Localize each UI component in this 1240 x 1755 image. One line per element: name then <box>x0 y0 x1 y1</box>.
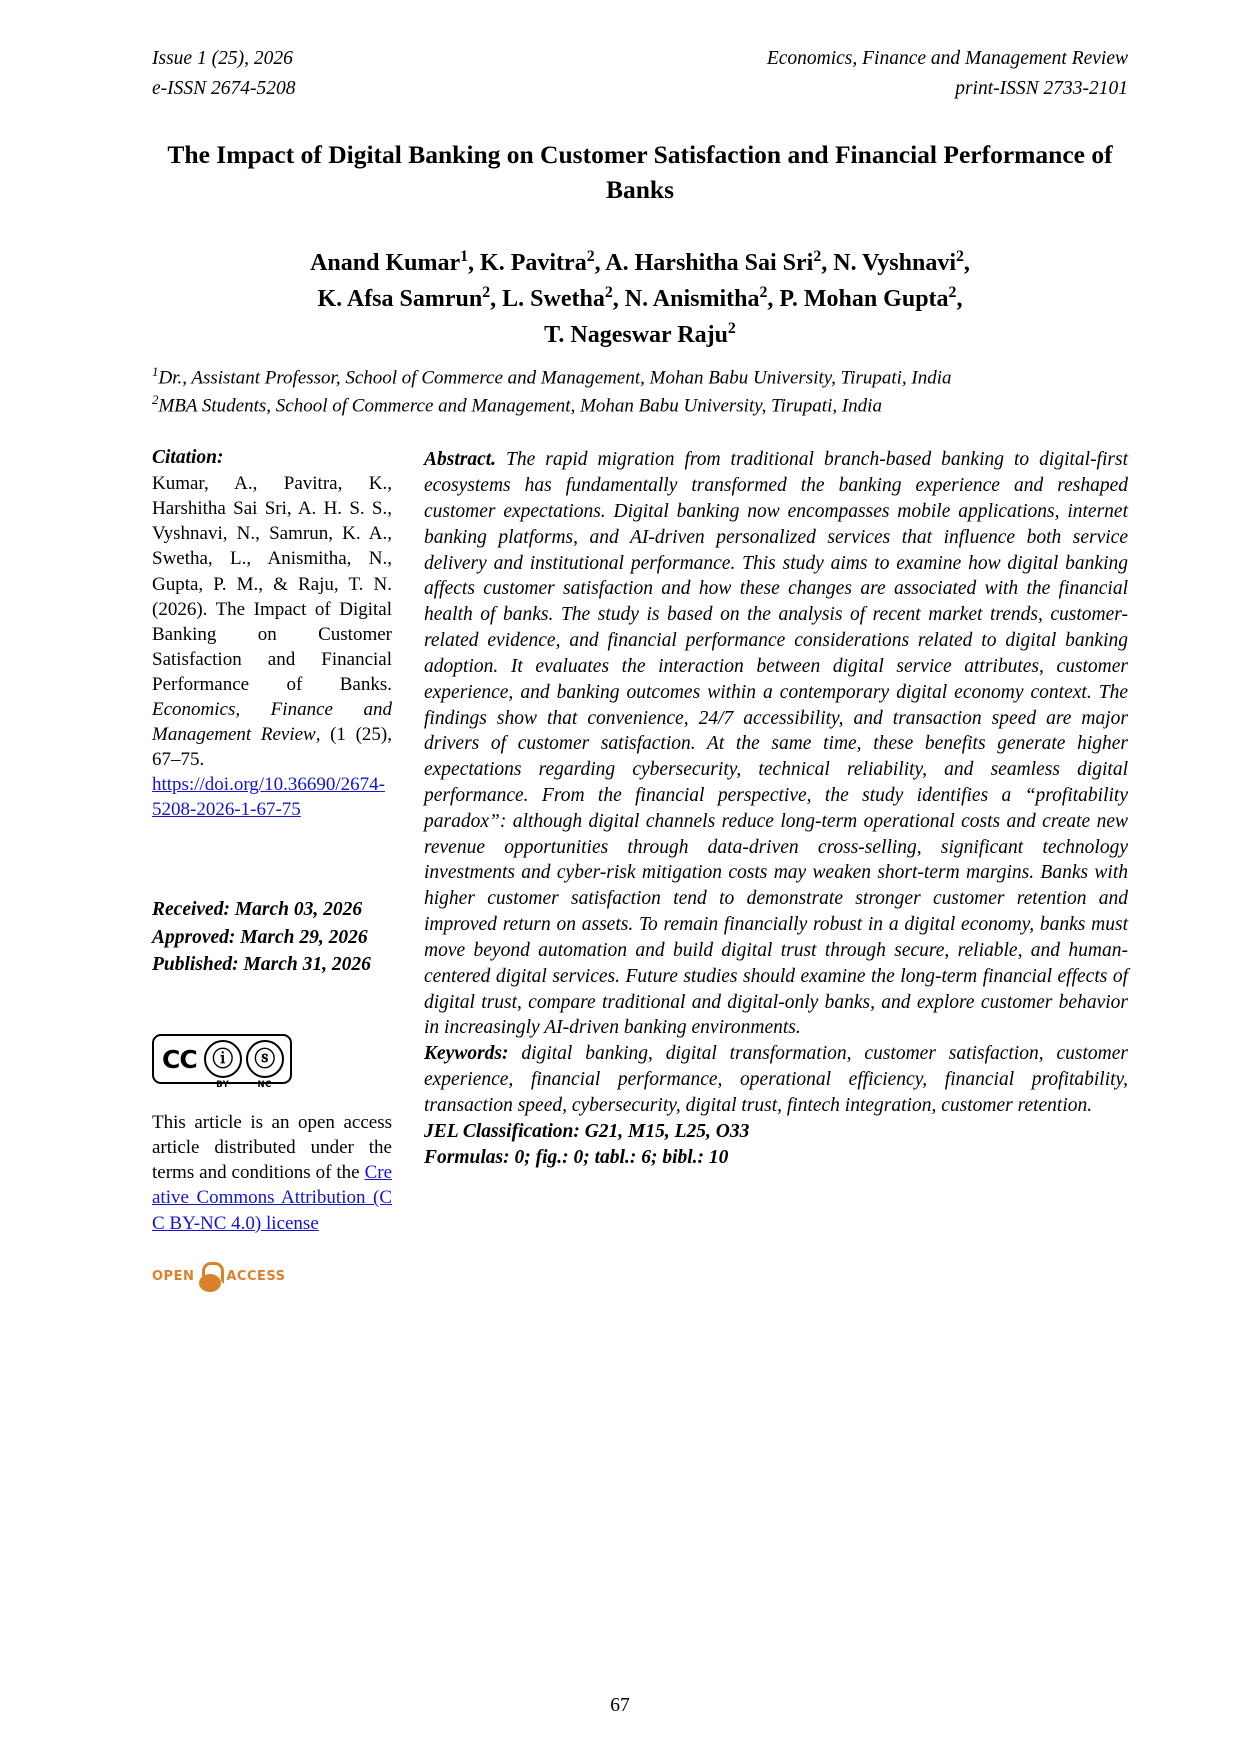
print-issn-label: print-ISSN 2733-2101 <box>955 78 1128 100</box>
authors-line-3: T. Nageswar Raju$^2$ <box>544 320 736 349</box>
open-access-right-label: ACCESS <box>226 1269 286 1285</box>
open-access-logo <box>152 1262 392 1292</box>
abstract-text: The rapid migration from traditional branch-based banking to digital-first ecosystems has fundamentally transformed the banking experience and reshaped customer expectations. Digital banking now encompasses mobile applications, internet banking platforms, and AI-driven personalized services that influence both service delivery and institutional performance. This study aims to examine how digital banking affects customer satisfaction and how these changes are associated with the financial health of banks. The study is based on the analysis of recent market trends, customer-related evidence, and financial performance considerations related to digital banking adoption. It evaluates the interaction between digital service attributes, customer experience, and banking outcomes within a contemporary digital economy context. The findings show that convenience, 24/7 accessibility, and transaction speed are major drivers of customer satisfaction. At the same time, these benefits generate higher expectations regarding cybersecurity, technical reliability, and seamless digital performance. From the financial perspective, the study identifies a “profitability paradox”: although digital channels reduce long-term operational costs and create new revenue opportunities through data-driven cross-selling, significant technology investments and cyber-risk mitigation costs may weaken short-term margins. Banks with higher customer satisfaction tend to demonstrate stronger customer retention and improved return on assets. To remain financially robust in a digital economy, banks must move beyond automation and build digital trust through secure, reliable, and human-centered digital services. Future studies should examine the long-term financial effects of digital trust, compare traditional and digital-only banks, and explore customer behavior in increasingly AI-driven banking environments. <box>424 449 1128 1039</box>
published-date: Published: March 31, 2026 <box>152 953 371 975</box>
cc-nc-label: NC <box>257 1079 272 1090</box>
doi-link-wrap <box>152 772 392 822</box>
doi-link[interactable]: https://doi.org/10.36690/2674-5208-2026-1-67-75 <box>152 774 385 821</box>
approved-date: Approved: March 29, 2026 <box>152 926 368 948</box>
abstract-paragraph <box>424 447 1128 1041</box>
publication-dates <box>152 896 392 978</box>
affiliation-2: $^2$MBA Students, School of Commerce and Management, Mohan Babu University, Tirupati, India <box>152 392 882 417</box>
authors-line-1: Anand Kumar$^1$, K. Pavitra$^2$, A. Harshitha Sai Sri$^2$, N. Vyshnavi$^2$, <box>310 248 970 277</box>
cc-nc-icon: ⓢ NC <box>246 1040 284 1078</box>
open-access-left-label: OPEN <box>152 1269 195 1285</box>
authors-block <box>152 245 1128 353</box>
keywords-label: Keywords: <box>424 1043 509 1065</box>
jel-classification: JEL Classification: G21, M15, L25, O33 <box>424 1120 750 1142</box>
affiliation-1: $^1$Dr., Assistant Professor, School of Commerce and Management, Mohan Babu University, Tirupati, India <box>152 364 952 389</box>
cc-by-icon: ⓘ BY <box>204 1040 242 1078</box>
citation-text: Kumar, A., Pavitra, K., Harshitha Sai Sri, A. H. S. S., Vyshnavi, N., Samrun, K. A., Swetha, L., Anismitha, N., Gupta, P. M., & Raju, T. N. (2026). The Impact of Digital Banking on Customer Satisfaction and Financial Performance of Banks. Economics, Finance and Management Review, (1 (25), 67–75. <box>152 473 392 771</box>
abstract-block <box>424 447 1128 1170</box>
received-date: Received: March 03, 2026 <box>152 899 363 921</box>
keywords-text: digital banking, digital transformation, customer satisfaction, customer experience, financial performance, operational efficiency, financial profitability, transaction speed, cybersecurity, digital trust, fintech integration, customer retention. <box>424 1043 1128 1116</box>
citation-label: Citation: <box>152 447 224 469</box>
journal-title: Economics, Finance and Management Review <box>766 48 1128 69</box>
authors-line-2: K. Afsa Samrun$^2$, L. Swetha$^2$, N. Anismitha$^2$, P. Mohan Gupta$^2$, <box>317 284 963 313</box>
content-columns <box>152 447 1128 1291</box>
cc-text: CC <box>162 1044 197 1074</box>
formulas-line: Formulas: 0; fig.: 0; tabl.: 6; bibl.: 10 <box>424 1146 729 1168</box>
sidebar-column <box>152 447 410 1291</box>
issue-label: Issue 1 (25), 2026 <box>152 48 293 69</box>
creative-commons-badge <box>152 1034 292 1090</box>
page-title: The Impact of Digital Banking on Customer Satisfaction and Financial Performance of Banks <box>167 140 1113 204</box>
open-lock-icon <box>197 1262 223 1292</box>
license-statement: This article is an open access article distributed under the terms and conditions of the Creative Commons Attribution (CC BY-NC 4.0) license <box>152 1112 392 1234</box>
keywords-paragraph <box>424 1041 1128 1118</box>
running-head <box>152 44 1128 104</box>
eissn-label: e-ISSN 2674-5208 <box>152 78 296 100</box>
affiliations <box>152 363 1128 419</box>
cc-by-label: BY <box>216 1079 230 1090</box>
abstract-column <box>410 447 1128 1170</box>
abstract-label: Abstract. <box>424 449 497 471</box>
citation-journal-italic: Economics, Finance and Management Review <box>152 698 392 745</box>
license-link[interactable]: Creative Commons Attribution (CC BY-NC 4.0) license <box>152 1162 392 1234</box>
page-number: 67 <box>610 1695 630 1716</box>
